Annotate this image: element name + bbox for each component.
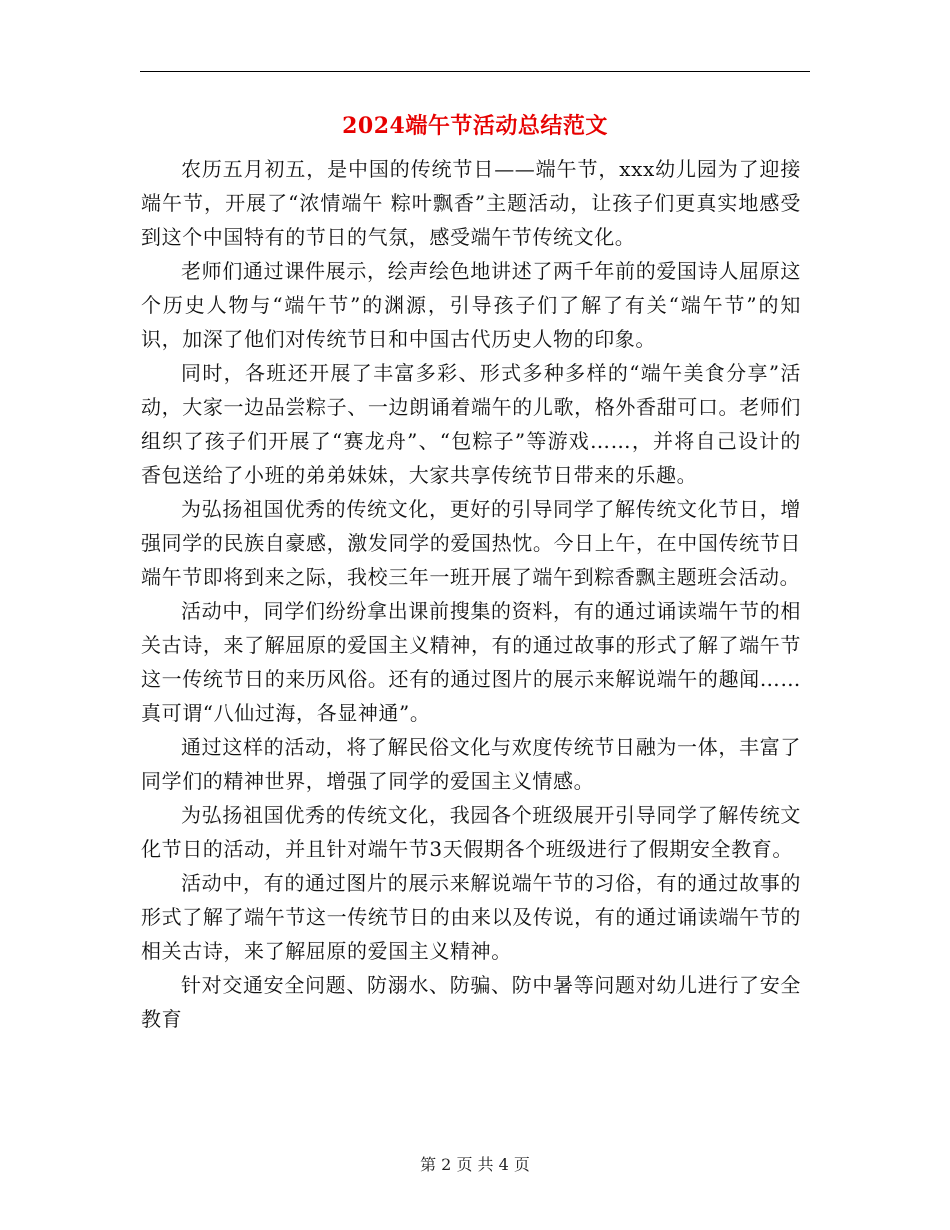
paragraph-1: 农历五月初五，是中国的传统节日——端午节，xxx幼儿园为了迎接端午节，开展了“浓情端午 粽叶飘香”主题活动，让孩子们更真实地感受到这个中国特有的节日的气氛，感受端午节传统文化。 bbox=[141, 157, 801, 249]
document-body bbox=[141, 152, 801, 1036]
paragraph-3: 同时，各班还开展了丰富多彩、形式多种多样的“端午美食分享”活动，大家一边品尝粽子、一边朗诵着端午的儿歌，格外香甜可口。老师们组织了孩子们开展了“赛龙舟”、“包粽子”等游戏……，并将自己设计的香包送给了小班的弟弟妹妹，大家共享传统节日带来的乐趣。 bbox=[141, 361, 801, 487]
paragraph-9: 针对交通安全问题、防溺水、防骗、防中暑等问题对幼儿进行了安全教育 bbox=[141, 973, 801, 1031]
paragraph-6: 通过这样的活动，将了解民俗文化与欢度传统节日融为一体，丰富了同学们的精神世界，增强了同学的爱国主义情感。 bbox=[141, 735, 801, 793]
document-title: 2024端午节活动总结范文 bbox=[342, 113, 608, 139]
paragraph-5: 活动中，同学们纷纷拿出课前搜集的资料，有的通过诵读端午节的相关古诗，来了解屈原的爱国主义精神，有的通过故事的形式了解了端午节这一传统节日的来历风俗。还有的通过图片的展示来解说端午的趣闻……真可谓“八仙过海，各显神通”。 bbox=[141, 599, 801, 725]
page-footer: 第 2 页 共 4 页 bbox=[420, 1155, 530, 1174]
paragraph-2: 老师们通过课件展示，绘声绘色地讲述了两千年前的爱国诗人屈原这个历史人物与“端午节”的渊源，引导孩子们了解了有关“端午节”的知识，加深了他们对传统节日和中国古代历史人物的印象。 bbox=[141, 259, 801, 351]
paragraph-7: 为弘扬祖国优秀的传统文化，我园各个班级展开引导同学了解传统文化节日的活动，并且针对端午节3天假期各个班级进行了假期安全教育。 bbox=[141, 803, 801, 861]
paragraph-4: 为弘扬祖国优秀的传统文化，更好的引导同学了解传统文化节日，增强同学的民族自豪感，激发同学的爱国热忱。今日上午，在中国传统节日端午节即将到来之际，我校三年一班开展了端午到粽香飘主题班会活动。 bbox=[141, 497, 801, 589]
paragraph-8: 活动中，有的通过图片的展示来解说端午节的习俗，有的通过故事的形式了解了端午节这一传统节日的由来以及传说，有的通过诵读端午节的相关古诗，来了解屈原的爱国主义精神。 bbox=[141, 871, 801, 963]
header-rule bbox=[140, 71, 810, 72]
